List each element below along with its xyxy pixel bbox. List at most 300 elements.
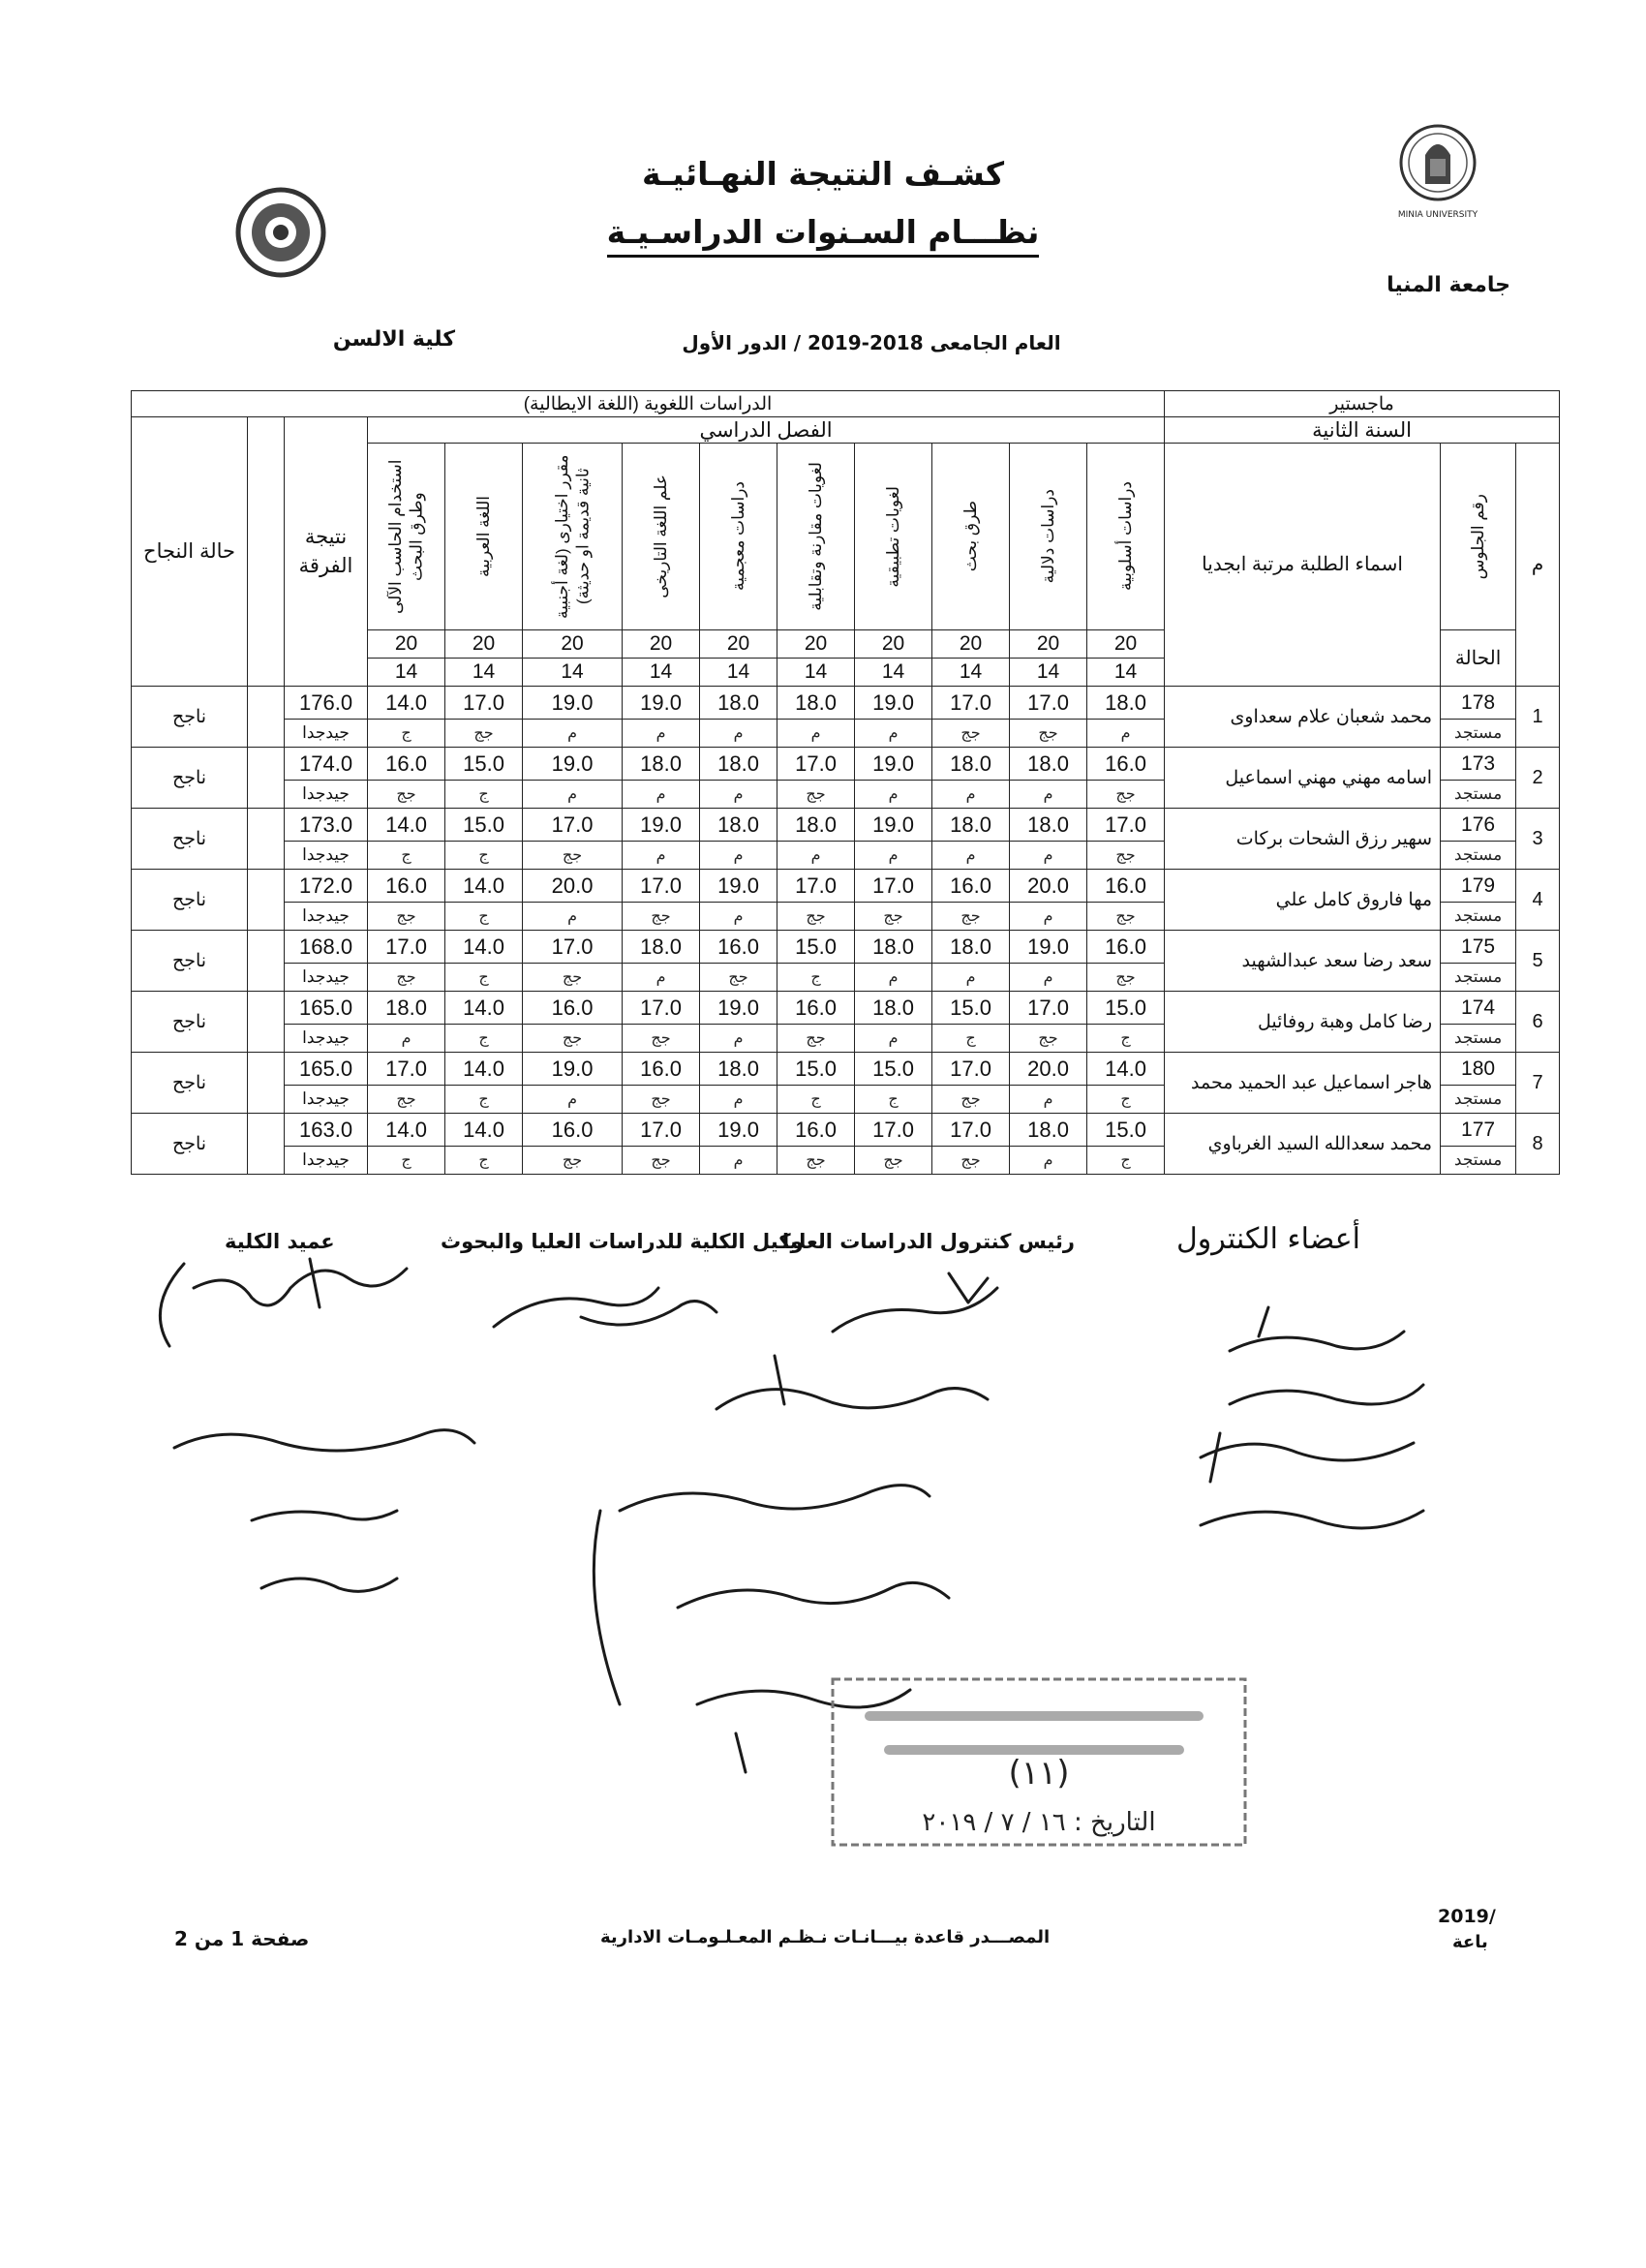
rating-cell: جج (932, 1086, 1010, 1114)
grade-cell: 18.0 (700, 748, 777, 781)
seat-number: 180 (1441, 1053, 1516, 1086)
overall-rating: جيدجدا (285, 1086, 368, 1114)
subject-max: 20 (777, 630, 855, 659)
rating-cell: م (1087, 720, 1165, 748)
subject-header (523, 444, 623, 630)
rating-cell: جج (855, 903, 932, 931)
subject-min: 14 (445, 659, 523, 687)
sheet-subtitle: نظـــام السـنوات الدراسـيـة (542, 213, 1104, 251)
student-index: 5 (1516, 931, 1560, 992)
grade-cell: 16.0 (523, 992, 623, 1025)
rating-cell: ج (368, 842, 445, 870)
seat-number: 178 (1441, 687, 1516, 720)
grade-cell: 17.0 (777, 870, 855, 903)
col-seat-label: رقم الجلوس (1468, 493, 1487, 580)
rating-cell: جج (1087, 781, 1165, 809)
faculty-logo (232, 184, 329, 281)
seat-number: 177 (1441, 1114, 1516, 1147)
academic-year: العام الجامعى 2018-2019 / الدور الأول (682, 331, 1061, 354)
rating-cell: ج (445, 1147, 523, 1175)
grade-cell: 15.0 (932, 992, 1010, 1025)
grade-cell: 14.0 (445, 1114, 523, 1147)
rating-cell: ج (445, 964, 523, 992)
grade-cell: 19.0 (623, 687, 700, 720)
total-score: 176.0 (285, 687, 368, 720)
col-pass-header: حالة النجاح (132, 417, 248, 687)
subject-min: 14 (777, 659, 855, 687)
blank-col-header (248, 417, 285, 687)
subject-max: 20 (523, 630, 623, 659)
rating-cell: جج (1010, 1025, 1087, 1053)
pass-status: ناجح (132, 687, 248, 748)
rating-cell: م (1010, 964, 1087, 992)
subject-name: دراسات دلالية (1038, 489, 1057, 584)
grade-cell: 16.0 (523, 1114, 623, 1147)
subject-min: 14 (932, 659, 1010, 687)
rating-cell: م (700, 781, 777, 809)
grade-cell: 18.0 (623, 931, 700, 964)
grade-cell: 16.0 (1087, 931, 1165, 964)
rating-cell: ج (445, 1086, 523, 1114)
rating-cell: جج (523, 964, 623, 992)
rating-cell: م (1010, 903, 1087, 931)
enrollment-status: مستجد (1441, 1086, 1516, 1114)
results-table (131, 390, 1560, 1175)
rating-cell: جج (777, 1147, 855, 1175)
grade-cell: 19.0 (1010, 931, 1087, 964)
grade-cell: 14.0 (445, 1053, 523, 1086)
grade-cell: 18.0 (932, 748, 1010, 781)
grade-cell: 15.0 (1087, 1114, 1165, 1147)
rating-cell: م (932, 964, 1010, 992)
control-stamp (831, 1677, 1247, 1847)
student-name: مها فاروق كامل علي (1165, 870, 1441, 931)
rating-cell: ج (368, 1147, 445, 1175)
subject-min: 14 (1087, 659, 1165, 687)
grade-cell: 14.0 (445, 992, 523, 1025)
student-index: 2 (1516, 748, 1560, 809)
rating-cell: ج (777, 964, 855, 992)
subject-max: 20 (855, 630, 932, 659)
grade-cell: 16.0 (368, 870, 445, 903)
subject-max: 20 (623, 630, 700, 659)
rating-cell: جج (1010, 720, 1087, 748)
rating-cell: جج (932, 903, 1010, 931)
university-name: جامعة المنيا (1387, 273, 1510, 297)
student-row (132, 870, 1560, 903)
rating-cell: م (1010, 842, 1087, 870)
grade-cell: 17.0 (932, 1053, 1010, 1086)
rating-cell: جج (623, 903, 700, 931)
grade-cell: 17.0 (932, 1114, 1010, 1147)
subject-header (368, 444, 445, 630)
subject-max: 20 (1010, 630, 1087, 659)
rating-cell: جج (932, 1147, 1010, 1175)
col-seat-header (1441, 444, 1516, 630)
pass-status: ناجح (132, 1114, 248, 1175)
grade-cell: 19.0 (855, 809, 932, 842)
grade-cell: 15.0 (445, 748, 523, 781)
grade-cell: 19.0 (700, 992, 777, 1025)
subject-name: استخدام الحاسب الآلى وطرق البحث (386, 459, 426, 614)
subject-min: 14 (623, 659, 700, 687)
rating-cell: جج (1087, 903, 1165, 931)
grade-cell: 18.0 (777, 809, 855, 842)
control-members-title: أعضاء الكنترول (1176, 1222, 1361, 1256)
total-score: 165.0 (285, 992, 368, 1025)
student-index: 3 (1516, 809, 1560, 870)
grade-cell: 14.0 (368, 1114, 445, 1147)
seat-number: 175 (1441, 931, 1516, 964)
grade-cell: 19.0 (523, 748, 623, 781)
rating-cell: م (623, 964, 700, 992)
rating-cell: جج (623, 1025, 700, 1053)
student-row (132, 992, 1560, 1025)
rating-cell: ج (932, 1025, 1010, 1053)
rating-cell: م (855, 720, 932, 748)
blank-cell (248, 1114, 285, 1175)
grade-cell: 17.0 (523, 931, 623, 964)
grade-cell: 18.0 (855, 992, 932, 1025)
blank-cell (248, 809, 285, 870)
footer-year: 2019/ (1438, 1906, 1496, 1927)
grade-cell: 14.0 (445, 870, 523, 903)
grade-cell: 18.0 (1087, 687, 1165, 720)
grade-cell: 19.0 (855, 687, 932, 720)
subject-name: اللغة العربية (473, 495, 493, 578)
student-row (132, 931, 1560, 964)
subject-name: طرق بحث (960, 501, 980, 572)
grade-cell: 17.0 (1087, 809, 1165, 842)
pass-status: ناجح (132, 748, 248, 809)
total-score: 172.0 (285, 870, 368, 903)
grade-cell: 18.0 (855, 931, 932, 964)
grade-cell: 17.0 (1010, 687, 1087, 720)
grade-cell: 17.0 (368, 931, 445, 964)
pass-status: ناجح (132, 931, 248, 992)
svg-text:MINIA UNIVERSITY: MINIA UNIVERSITY (1397, 210, 1478, 220)
student-index: 6 (1516, 992, 1560, 1053)
seat-number: 173 (1441, 748, 1516, 781)
enrollment-status: مستجد (1441, 1147, 1516, 1175)
overall-rating: جيدجدا (285, 781, 368, 809)
grade-cell: 18.0 (932, 809, 1010, 842)
page-number: صفحة 1 من 2 (174, 1927, 310, 1950)
subject-header (932, 444, 1010, 630)
rating-cell: م (523, 1086, 623, 1114)
rating-cell: م (700, 1086, 777, 1114)
pass-status: ناجح (132, 1053, 248, 1114)
rating-cell: جج (777, 903, 855, 931)
enrollment-status: مستجد (1441, 903, 1516, 931)
student-index: 8 (1516, 1114, 1560, 1175)
grade-cell: 18.0 (1010, 748, 1087, 781)
enrollment-status: مستجد (1441, 964, 1516, 992)
footer-source: المصـــدر قاعدة بيـــانـات نـظـم المعـلـومـات الادارية (600, 1927, 1051, 1947)
rating-cell: ج (1087, 1025, 1165, 1053)
rating-cell: م (623, 781, 700, 809)
grade-cell: 17.0 (855, 1114, 932, 1147)
rating-cell: م (855, 964, 932, 992)
rating-cell: ج (368, 720, 445, 748)
rating-cell: جج (700, 964, 777, 992)
blank-cell (248, 1053, 285, 1114)
grade-cell: 20.0 (1010, 1053, 1087, 1086)
rating-cell: م (932, 781, 1010, 809)
grade-cell: 15.0 (855, 1053, 932, 1086)
rating-cell: م (777, 720, 855, 748)
total-score: 173.0 (285, 809, 368, 842)
grade-cell: 19.0 (523, 1053, 623, 1086)
rating-cell: م (623, 720, 700, 748)
svg-text:التاريخ : ١٦ / ٧ / ٢٠١٩: التاريخ : ١٦ / ٧ / ٢٠١٩ (922, 1808, 1156, 1837)
col-status-header: الحالة (1441, 630, 1516, 687)
grade-cell: 20.0 (1010, 870, 1087, 903)
subject-min: 14 (855, 659, 932, 687)
total-score: 174.0 (285, 748, 368, 781)
subject-name: علم اللغة التاريخى (651, 475, 670, 598)
student-row (132, 1114, 1560, 1147)
control-head-title: رئيس كنترول الدراسات العليا (782, 1230, 1075, 1253)
subject-name: لغويات تطبيقية (883, 485, 902, 588)
rating-cell: ج (1087, 1086, 1165, 1114)
blank-cell (248, 992, 285, 1053)
subject-name: دراسات معجمية (728, 481, 747, 592)
enrollment-status: مستجد (1441, 720, 1516, 748)
grade-cell: 15.0 (777, 931, 855, 964)
rating-cell: م (855, 1025, 932, 1053)
subject-max: 20 (700, 630, 777, 659)
grade-cell: 16.0 (777, 992, 855, 1025)
subject-header (623, 444, 700, 630)
blank-cell (248, 687, 285, 748)
grade-cell: 17.0 (777, 748, 855, 781)
subject-min: 14 (700, 659, 777, 687)
rating-cell: م (700, 903, 777, 931)
rating-cell: م (1010, 1086, 1087, 1114)
student-index: 1 (1516, 687, 1560, 748)
student-name: اسامه مهني مهني اسماعيل (1165, 748, 1441, 809)
rating-cell: م (368, 1025, 445, 1053)
blank-cell (248, 870, 285, 931)
grade-cell: 17.0 (932, 687, 1010, 720)
rating-cell: م (523, 903, 623, 931)
student-name: محمد شعبان علام سعداوى (1165, 687, 1441, 748)
overall-rating: جيدجدا (285, 1025, 368, 1053)
grade-cell: 19.0 (523, 687, 623, 720)
rating-cell: م (932, 842, 1010, 870)
university-logo (1365, 116, 1510, 223)
grade-cell: 17.0 (523, 809, 623, 842)
grade-cell: 19.0 (700, 1114, 777, 1147)
rating-cell: جج (623, 1147, 700, 1175)
subject-min: 14 (523, 659, 623, 687)
rating-cell: جج (777, 781, 855, 809)
program-label: الدراسات اللغوية (اللغة الايطالية) (132, 391, 1165, 417)
pass-status: ناجح (132, 809, 248, 870)
footer-print: باعة (1452, 1932, 1488, 1952)
rating-cell: جج (368, 903, 445, 931)
student-name: هاجر اسماعيل عبد الحميد محمد (1165, 1053, 1441, 1114)
rating-cell: جج (932, 720, 1010, 748)
rating-cell: جج (523, 1025, 623, 1053)
grade-cell: 15.0 (1087, 992, 1165, 1025)
vice-dean-title: وكيل الكلية للدراسات العليا والبحوث (441, 1230, 804, 1253)
grade-cell: 18.0 (700, 687, 777, 720)
rating-cell: جج (368, 781, 445, 809)
subject-name: لغويات مقارنة وتقابلية (806, 462, 825, 611)
rating-cell: جج (523, 1147, 623, 1175)
grade-cell: 18.0 (700, 809, 777, 842)
sheet-title: كشـف النتيجة النهـائيـة (641, 155, 1005, 193)
rating-cell: م (1010, 781, 1087, 809)
grade-cell: 16.0 (700, 931, 777, 964)
subject-header (777, 444, 855, 630)
grade-cell: 16.0 (777, 1114, 855, 1147)
rating-cell: جج (1087, 964, 1165, 992)
overall-rating: جيدجدا (285, 964, 368, 992)
student-name: سهير رزق الشحات بركات (1165, 809, 1441, 870)
rating-cell: جج (523, 842, 623, 870)
student-name: محمد سعدالله السيد الغرباوي (1165, 1114, 1441, 1175)
rating-cell: ج (777, 1086, 855, 1114)
rating-cell: م (855, 781, 932, 809)
grade-cell: 16.0 (368, 748, 445, 781)
student-name: سعد رضا سعد عبدالشهيد (1165, 931, 1441, 992)
semester-label: الفصل الدراسي (368, 417, 1165, 444)
pass-status: ناجح (132, 992, 248, 1053)
subject-min: 14 (1010, 659, 1087, 687)
blank-cell (248, 748, 285, 809)
student-index: 4 (1516, 870, 1560, 931)
total-score: 168.0 (285, 931, 368, 964)
rating-cell: ج (445, 1025, 523, 1053)
faculty-name: كلية الالسن (332, 327, 455, 352)
grade-cell: 17.0 (445, 687, 523, 720)
grade-cell: 19.0 (700, 870, 777, 903)
grade-cell: 17.0 (368, 1053, 445, 1086)
grade-cell: 17.0 (623, 870, 700, 903)
total-score: 163.0 (285, 1114, 368, 1147)
col-names-header: اسماء الطلبة مرتبة ابجديا (1165, 444, 1441, 687)
rating-cell: ج (445, 842, 523, 870)
grade-cell: 16.0 (1087, 748, 1165, 781)
overall-rating: جيدجدا (285, 903, 368, 931)
rating-cell: م (523, 781, 623, 809)
degree-label: ماجستير (1165, 391, 1560, 417)
grade-cell: 14.0 (368, 809, 445, 842)
grade-cell: 18.0 (777, 687, 855, 720)
grade-cell: 17.0 (1010, 992, 1087, 1025)
subject-max: 20 (932, 630, 1010, 659)
rating-cell: م (700, 1147, 777, 1175)
dean-title: عميد الكلية (225, 1230, 335, 1253)
subject-header (855, 444, 932, 630)
grade-cell: 18.0 (1010, 809, 1087, 842)
grade-cell: 18.0 (932, 931, 1010, 964)
grade-cell: 19.0 (855, 748, 932, 781)
overall-rating: جيدجدا (285, 1147, 368, 1175)
rating-cell: م (855, 842, 932, 870)
subject-header (445, 444, 523, 630)
rating-cell: م (777, 842, 855, 870)
rating-cell: جج (1087, 842, 1165, 870)
grade-cell: 17.0 (623, 992, 700, 1025)
header-row-year (132, 417, 1560, 444)
subject-name: دراسات أسلوبية (1115, 481, 1135, 592)
rating-cell: جج (368, 1086, 445, 1114)
col-index-header: م (1516, 444, 1560, 687)
grade-cell: 17.0 (855, 870, 932, 903)
total-score: 165.0 (285, 1053, 368, 1086)
svg-text:(١١): (١١) (1008, 1754, 1070, 1793)
rating-cell: جج (777, 1025, 855, 1053)
student-row (132, 1053, 1560, 1086)
rating-cell: ج (855, 1086, 932, 1114)
pass-status: ناجح (132, 870, 248, 931)
rating-cell: جج (855, 1147, 932, 1175)
rating-cell: ج (445, 903, 523, 931)
grade-cell: 16.0 (932, 870, 1010, 903)
subject-header (700, 444, 777, 630)
grade-cell: 17.0 (623, 1114, 700, 1147)
subject-name: مقرر اختيارى (لغة أجنبية ثانية قديمة او حديثة) (552, 454, 593, 619)
rating-cell: م (700, 720, 777, 748)
grade-cell: 14.0 (1087, 1053, 1165, 1086)
grade-cell: 20.0 (523, 870, 623, 903)
grade-cell: 16.0 (623, 1053, 700, 1086)
subject-header (1010, 444, 1087, 630)
enrollment-status: مستجد (1441, 781, 1516, 809)
rating-cell: م (1010, 1147, 1087, 1175)
seat-number: 179 (1441, 870, 1516, 903)
grade-cell: 18.0 (623, 748, 700, 781)
subject-max: 20 (1087, 630, 1165, 659)
grade-cell: 19.0 (623, 809, 700, 842)
subject-header (1087, 444, 1165, 630)
grade-cell: 18.0 (368, 992, 445, 1025)
student-index: 7 (1516, 1053, 1560, 1114)
student-name: رضا كامل وهبة روفائيل (1165, 992, 1441, 1053)
rating-cell: ج (1087, 1147, 1165, 1175)
student-row (132, 809, 1560, 842)
student-row (132, 687, 1560, 720)
enrollment-status: مستجد (1441, 842, 1516, 870)
rating-cell: م (700, 842, 777, 870)
rating-cell: ج (445, 781, 523, 809)
grade-cell: 15.0 (445, 809, 523, 842)
overall-rating: جيدجدا (285, 842, 368, 870)
enrollment-status: مستجد (1441, 1025, 1516, 1053)
seat-number: 176 (1441, 809, 1516, 842)
subject-max: 20 (368, 630, 445, 659)
subject-max: 20 (445, 630, 523, 659)
rating-cell: م (623, 842, 700, 870)
grade-cell: 15.0 (777, 1053, 855, 1086)
student-row (132, 748, 1560, 781)
rating-cell: م (700, 1025, 777, 1053)
rating-cell: جج (445, 720, 523, 748)
header-row-degree (132, 391, 1560, 417)
rating-cell: جج (368, 964, 445, 992)
rating-cell: م (523, 720, 623, 748)
results-table-wrapper (131, 390, 1544, 1218)
grade-cell: 16.0 (1087, 870, 1165, 903)
col-result-header: نتيجة الفرقة (285, 417, 368, 687)
grade-cell: 18.0 (700, 1053, 777, 1086)
grade-cell: 14.0 (445, 931, 523, 964)
overall-rating: جيدجدا (285, 720, 368, 748)
